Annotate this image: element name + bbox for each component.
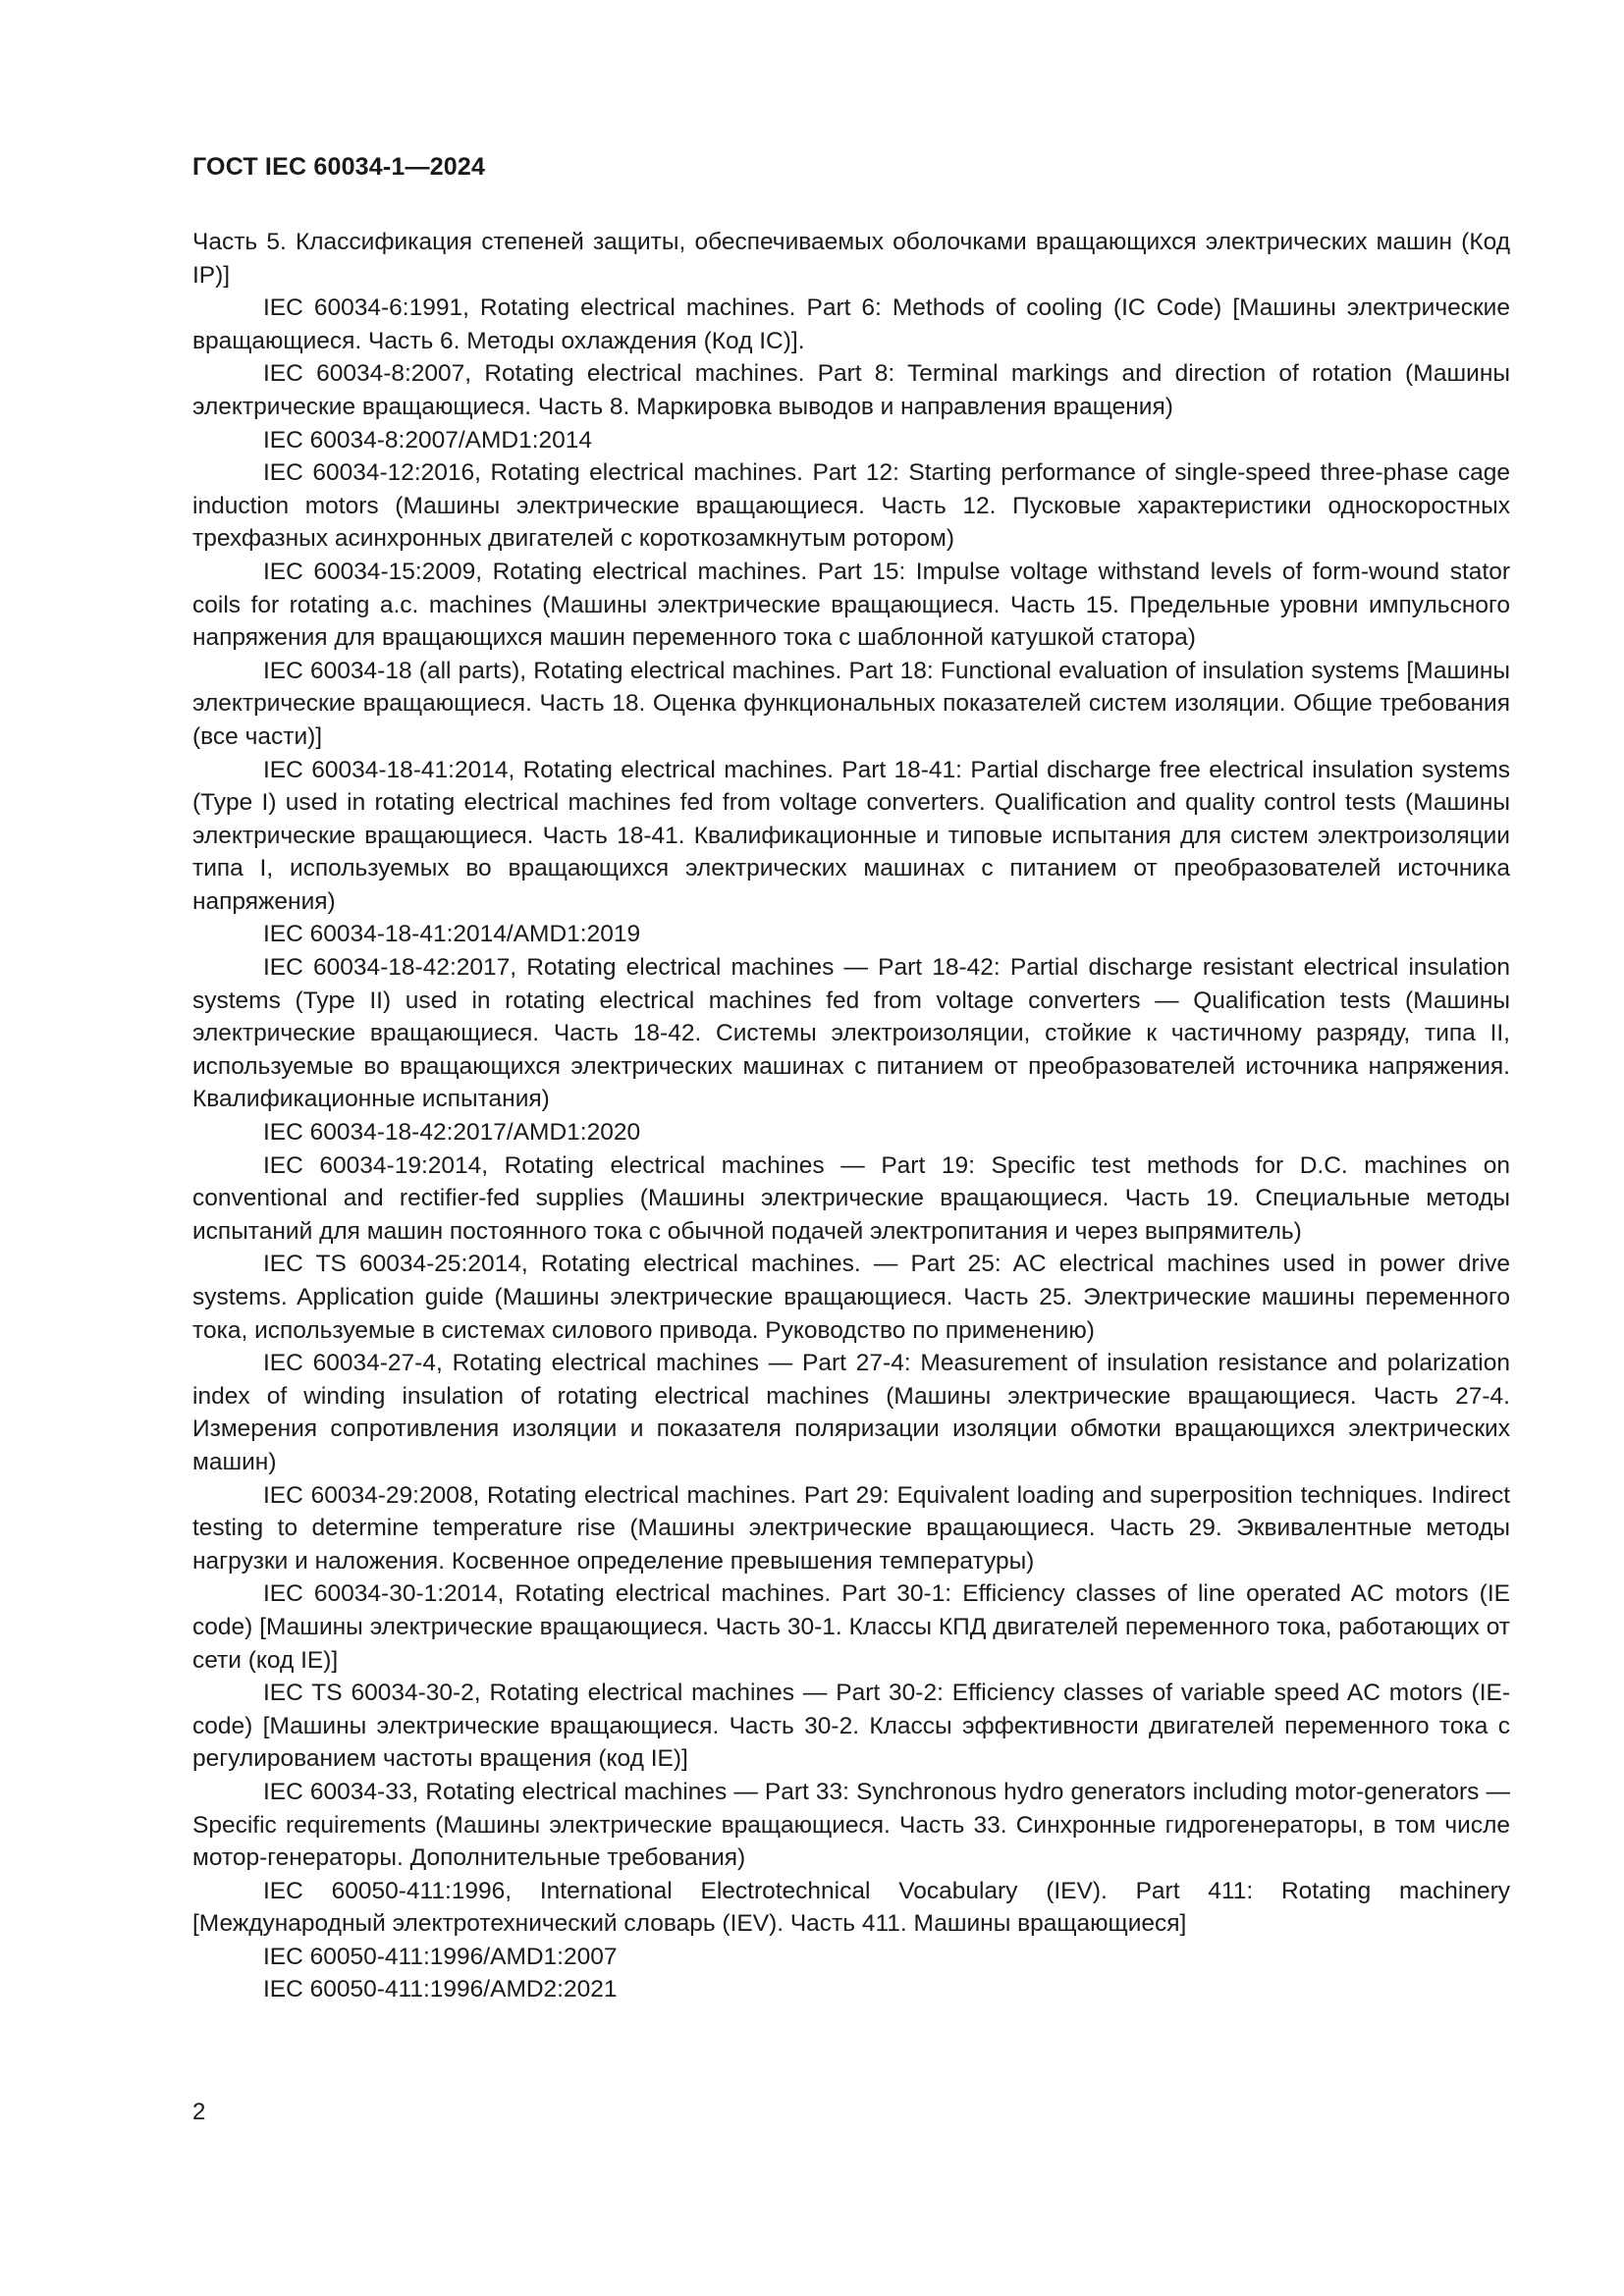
reference-paragraph: IEC 60034-18-42:2017, Rotating electrical machines — Part 18-42: Partial discharge resistant electrical insulation systems (Type II) used in rotating electrical machines fed from voltage converters — Qualification tests (Машины электрические вращающиеся. Часть 18-42. Системы электроизоляции, стойкие к частичному разряду, типа II, используемые во вращающихся электрических машинах с питанием от преобразователей источника напряжения. Квалификационные испытания) [192, 954, 1510, 1113]
reference-paragraph: IEC 60034-33, Rotating electrical machines — Part 33: Synchronous hydro generators including motor-generators — Specific requirements (Машины электрические вращающиеся. Часть 33. Синхронные гидрогенераторы, в том числе мотор-генераторы. Дополнительные требования) [192, 1778, 1510, 1872]
reference-paragraph: IEC 60034-8:2007, Rotating electrical machines. Part 8: Terminal markings and direction of rotation (Машины электрические вращающиеся. Часть 8. Маркировка выводов и направления вращения) [192, 360, 1510, 420]
reference-paragraph: IEC 60034-18-42:2017/AMD1:2020 [263, 1119, 641, 1147]
reference-paragraph: IEC 60034-18-41:2014/AMD1:2019 [263, 921, 641, 948]
reference-paragraph: IEC 60050-411:1996/AMD2:2021 [263, 1976, 618, 2003]
reference-paragraph: IEC 60034-18 (all parts), Rotating electrical machines. Part 18: Functional evaluation of insulation systems [Машины электрические вращающиеся. Часть 18. Оценка функциональных показателей систем изоляции. Общие требования (все части)] [192, 657, 1510, 750]
reference-paragraph: IEC 60034-29:2008, Rotating electrical machines. Part 29: Equivalent loading and superposition techniques. Indirect testing to determine temperature rise (Машины электрические вращающиеся. Часть 29. Эквивалентные методы нагрузки и наложения. Косвенное определение превышения температуры) [192, 1481, 1510, 1575]
reference-paragraph: Часть 5. Классификация степеней защиты, обеспечиваемых оболочками вращающихся электрических машин (Код IP)] [192, 229, 1510, 289]
reference-paragraph: IEC 60050-411:1996/AMD1:2007 [263, 1943, 618, 1970]
reference-paragraph: IEC TS 60034-25:2014, Rotating electrical machines. — Part 25: AC electrical machines used in power drive systems. Application guide (Машины электрические вращающиеся. Часть 25. Электрические машины переменного тока, используемые в системах силового привода. Руководство по применению) [192, 1251, 1510, 1344]
reference-paragraph: IEC 60034-8:2007/AMD1:2014 [263, 426, 593, 454]
reference-paragraph: IEC 60034-27-4, Rotating electrical machines — Part 27-4: Measurement of insulation resistance and polarization index of winding insulation of rotating electrical machines (Машины электрические вращающиеся. Часть 27-4. Измерения сопротивления изоляции и показателя поляризации изоляции обмотки вращающихся электрических машин) [192, 1350, 1510, 1475]
reference-paragraph: IEC 60050-411:1996, International Electrotechnical Vocabulary (IEV). Part 411: Rotating machinery [Международный электротехнический словарь (IEV). Часть 411. Машины вращающиеся] [192, 1877, 1510, 1938]
document-header: ГОСТ IEC 60034-1—2024 [192, 153, 486, 181]
reference-paragraph: IEC TS 60034-30-2, Rotating electrical machines — Part 30-2: Efficiency classes of variable speed AC motors (IE-code) [Машины электрические вращающиеся. Часть 30-2. Классы эффективности двигателей переменного тока с регулированием частоты вращения (код IE)] [192, 1680, 1510, 1773]
reference-paragraph: IEC 60034-6:1991, Rotating electrical machines. Part 6: Methods of cooling (IC Code) [Машины электрические вращающиеся. Часть 6. Методы охлаждения (Код IC)]. [192, 294, 1510, 354]
reference-paragraph: IEC 60034-15:2009, Rotating electrical machines. Part 15: Impulse voltage withstand levels of form-wound stator coils for rotating a.c. machines (Машины электрические вращающиеся. Часть 15. Предельные уровни импульсного напряжения для вращающихся машин переменного тока с шаблонной катушкой статора) [192, 558, 1510, 652]
reference-paragraph: IEC 60034-19:2014, Rotating electrical machines — Part 19: Specific test methods for D.C. machines on conventional and rectifier-fed supplies (Машины электрические вращающиеся. Часть 19. Специальные методы испытаний для машин постоянного тока с обычной подачей электропитания и через выпрямитель) [192, 1151, 1510, 1245]
reference-paragraph: IEC 60034-30-1:2014, Rotating electrical machines. Part 30-1: Efficiency classes of line operated AC motors (IE code) [Машины электрические вращающиеся. Часть 30-1. Классы КПД двигателей переменного тока, работающих от сети (код IE)] [192, 1580, 1510, 1674]
page-number: 2 [192, 2099, 206, 2125]
reference-paragraph: IEC 60034-12:2016, Rotating electrical machines. Part 12: Starting performance of single-speed three-phase cage induction motors (Машины электрические вращающиеся. Часть 12. Пусковые характеристики односкоростных трехфазных асинхронных двигателей с короткозамкнутым ротором) [192, 459, 1510, 553]
references-list [192, 226, 1510, 2006]
reference-paragraph: IEC 60034-18-41:2014, Rotating electrical machines. Part 18-41: Partial discharge free electrical insulation systems (Type I) used in rotating electrical machines fed from voltage converters. Qualification and quality control tests (Машины электрические вращающиеся. Часть 18-41. Квалификационные и типовые испытания для систем электроизоляции типа I, используемых во вращающихся электрических машинах с питанием от преобразователей источника напряжения) [192, 756, 1510, 915]
